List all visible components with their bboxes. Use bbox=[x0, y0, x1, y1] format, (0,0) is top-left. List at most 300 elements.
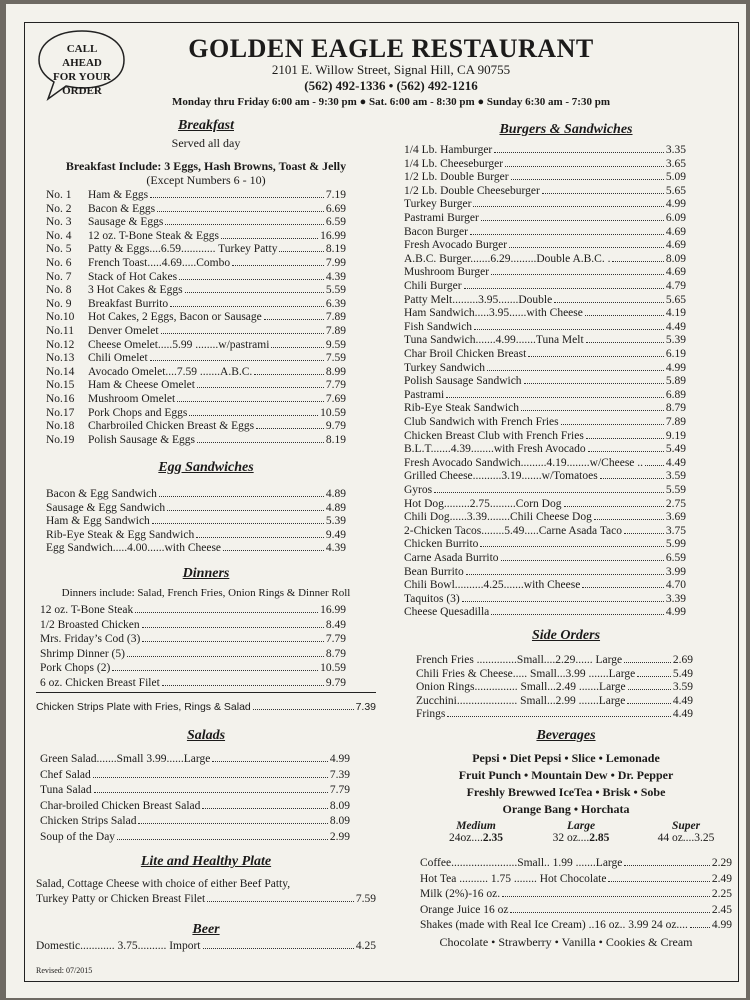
leader-dots bbox=[170, 306, 324, 307]
item-name: Pastrami Burger bbox=[404, 212, 479, 224]
breakfast-item bbox=[46, 339, 346, 352]
item-number: No.17 bbox=[46, 406, 75, 419]
dinner-item bbox=[40, 677, 346, 690]
item-name: Bacon & Egg Sandwich bbox=[46, 488, 157, 500]
item-name: Carne Asada Burrito bbox=[404, 552, 499, 564]
leader-dots bbox=[509, 247, 664, 248]
leader-dots bbox=[521, 410, 664, 411]
leader-dots bbox=[594, 519, 664, 520]
item-name: Hot Cakes, 2 Eggs, Bacon or Sausage bbox=[88, 311, 262, 324]
beverages-heading: Beverages bbox=[536, 728, 596, 743]
breakfast-item bbox=[46, 366, 346, 379]
item-price: 4.49 bbox=[665, 456, 686, 469]
item-name: Stack of Hot Cakes bbox=[88, 270, 178, 283]
item-price: 7.89 bbox=[665, 416, 686, 428]
item-price: 7.79 bbox=[329, 784, 350, 796]
item-price: 4.79 bbox=[665, 280, 686, 292]
burger-item bbox=[404, 334, 686, 347]
burger-item bbox=[404, 171, 686, 184]
leader-dots bbox=[434, 492, 664, 493]
leader-dots bbox=[197, 387, 324, 388]
item-name: Denver Omelet bbox=[88, 325, 159, 337]
burger-item bbox=[404, 348, 686, 361]
item-price: 4.69 bbox=[665, 266, 686, 279]
leader-dots bbox=[624, 533, 664, 534]
item-name: Chili Fries & Cheese..... Small...3.99 .......Large bbox=[416, 667, 636, 680]
item-price: 4.70 bbox=[665, 579, 686, 592]
item-number: No.14 bbox=[46, 365, 75, 378]
side-orders-heading: Side Orders bbox=[531, 628, 601, 643]
leader-dots bbox=[93, 777, 328, 778]
call-ahead-text: CALL AHEAD FOR YOUR ORDER bbox=[53, 43, 111, 97]
item-price: 6.69 bbox=[325, 202, 346, 215]
salad-item bbox=[40, 753, 350, 766]
item-name: Onion Rings............... Small...2.49 .......Large bbox=[416, 681, 626, 694]
egg-sandwich-item bbox=[46, 488, 346, 501]
leader-dots bbox=[585, 315, 664, 316]
item-name: Chicken Strips Salad bbox=[40, 815, 137, 827]
item-name: Breakfast Burrito bbox=[88, 297, 169, 310]
item-name: Coffee.......................Small.. 1.99 .......Large bbox=[420, 857, 623, 869]
leader-dots bbox=[600, 478, 664, 479]
leader-dots bbox=[524, 383, 664, 384]
burger-item bbox=[404, 307, 686, 320]
item-price: 6.59 bbox=[325, 216, 346, 229]
leader-dots bbox=[586, 438, 664, 439]
item-price: 6.89 bbox=[665, 388, 686, 401]
leader-dots bbox=[177, 401, 324, 402]
item-number: No. 2 bbox=[46, 202, 72, 215]
egg-sandwich-item bbox=[46, 542, 346, 555]
leader-dots bbox=[582, 587, 664, 588]
item-name: Tuna Sandwich.......4.99.......Tuna Melt bbox=[404, 334, 584, 347]
item-price: 3.99 bbox=[665, 565, 686, 578]
leader-dots bbox=[645, 465, 664, 466]
item-price: 8.19 bbox=[325, 243, 346, 256]
breakfast-item bbox=[46, 434, 346, 447]
item-price: 5.65 bbox=[665, 293, 686, 306]
item-name: Fresh Avocado Sandwich.........4.19........w/Cheese .. bbox=[404, 456, 644, 469]
burger-item bbox=[404, 198, 686, 211]
leader-dots bbox=[561, 424, 664, 425]
leader-dots bbox=[279, 251, 323, 252]
leader-dots bbox=[588, 451, 664, 452]
leader-dots bbox=[185, 292, 324, 293]
item-name: Charbroiled Chicken Breast & Eggs bbox=[88, 420, 255, 433]
item-name: Char Broil Chicken Breast bbox=[404, 348, 527, 360]
beverage-item bbox=[420, 888, 732, 901]
item-price: 16.99 bbox=[320, 604, 346, 616]
burger-item bbox=[404, 552, 686, 565]
leader-dots bbox=[690, 927, 710, 928]
leader-dots bbox=[564, 506, 664, 507]
item-price: 5.59 bbox=[325, 284, 346, 297]
item-price: 5.09 bbox=[665, 171, 686, 184]
burger-item bbox=[404, 566, 686, 579]
dinners-include: Dinners include: Salad, French Fries, Onion Rings & Dinner Roll bbox=[61, 587, 351, 599]
item-name: Mrs. Friday’s Cod (3) bbox=[40, 633, 141, 645]
burger-item bbox=[404, 593, 686, 606]
burger-item bbox=[404, 185, 686, 198]
chicken-strips-plate: Chicken Strips Plate with Fries, Rings & Salad 7.39 bbox=[36, 701, 376, 713]
phone-numbers: (562) 492-1336 • (562) 492-1216 bbox=[304, 78, 478, 93]
item-price: 2.25 bbox=[711, 888, 732, 900]
burger-item bbox=[404, 144, 686, 157]
item-price: 9.49 bbox=[325, 528, 346, 541]
leader-dots bbox=[474, 329, 664, 330]
item-price: 2.29 bbox=[711, 857, 732, 869]
shake-flavors: Chocolate • Strawberry • Vanilla • Cookies & Cream bbox=[439, 935, 693, 949]
item-price: 6.59 bbox=[665, 552, 686, 564]
breakfast-item bbox=[46, 230, 346, 243]
breakfast-include: Breakfast Include: 3 Eggs, Hash Browns, Toast & Jelly bbox=[65, 159, 347, 173]
item-price: 2.69 bbox=[672, 654, 693, 666]
dinners-heading: Dinners bbox=[182, 566, 230, 581]
breakfast-item bbox=[46, 420, 346, 433]
leader-dots bbox=[196, 537, 324, 538]
item-name: Hot Tea .......... 1.75 ........ Hot Chocolate bbox=[420, 872, 607, 885]
burger-item bbox=[404, 362, 686, 375]
egg-sandwich-item bbox=[46, 515, 346, 528]
item-number: No.16 bbox=[46, 393, 75, 405]
item-price: 8.09 bbox=[329, 799, 350, 812]
leader-dots bbox=[637, 676, 671, 677]
item-price: 3.39 bbox=[665, 592, 686, 605]
item-name: Chef Salad bbox=[40, 768, 91, 781]
item-price: 7.39 bbox=[329, 768, 350, 781]
item-price: 9.79 bbox=[325, 676, 346, 689]
item-name: Gyros bbox=[404, 484, 433, 496]
item-price: 8.79 bbox=[665, 402, 686, 415]
item-number: No.11 bbox=[46, 325, 75, 337]
leader-dots bbox=[511, 179, 664, 180]
leader-dots bbox=[138, 823, 327, 824]
burger-item bbox=[404, 226, 686, 239]
item-name: Polish Sausage & Eggs bbox=[88, 433, 196, 446]
leader-dots bbox=[167, 510, 324, 511]
item-number: No.10 bbox=[46, 311, 75, 324]
item-price: 4.49 bbox=[665, 320, 686, 333]
item-price: 5.99 bbox=[665, 538, 686, 551]
item-name: Pork Chops and Eggs bbox=[88, 406, 188, 419]
item-price: 4.39 bbox=[325, 270, 346, 283]
item-price: 4.99 bbox=[665, 606, 686, 619]
item-number: No.15 bbox=[46, 379, 75, 392]
burgers-heading: Burgers & Sandwiches bbox=[499, 122, 633, 137]
item-name: Taquitos (3) bbox=[404, 592, 460, 605]
burger-item bbox=[404, 416, 686, 429]
leader-dots bbox=[221, 238, 318, 239]
burger-item bbox=[404, 280, 686, 293]
item-name: Bean Burrito bbox=[404, 565, 464, 578]
leader-dots bbox=[608, 881, 709, 882]
item-name: Polish Sausage Sandwich bbox=[404, 375, 522, 388]
beverage-item bbox=[420, 873, 732, 886]
item-price: 5.39 bbox=[325, 515, 346, 528]
leader-dots bbox=[612, 261, 663, 262]
egg-sandwich-item bbox=[46, 502, 346, 515]
beverage-item bbox=[420, 904, 732, 917]
leader-dots bbox=[212, 761, 328, 762]
item-name: Chili Dog......3.39........Chili Cheese Dog bbox=[404, 511, 592, 524]
item-number: No. 5 bbox=[46, 243, 72, 256]
item-name: Chicken Burrito bbox=[404, 538, 479, 551]
item-price: 10.59 bbox=[320, 662, 346, 674]
burger-item bbox=[404, 525, 686, 538]
item-price: 7.79 bbox=[325, 379, 346, 392]
burger-item bbox=[404, 375, 686, 388]
breakfast-item bbox=[46, 284, 346, 297]
item-name: 12 oz. T-Bone Steak & Eggs bbox=[88, 229, 219, 242]
item-name: Green Salad.......Small 3.99......Large bbox=[40, 753, 211, 765]
item-name: Bacon & Eggs bbox=[88, 202, 156, 215]
beverage-item bbox=[420, 857, 732, 870]
item-name: Fish Sandwich bbox=[404, 320, 473, 333]
item-name: Rib-Eye Steak Sandwich bbox=[404, 402, 519, 415]
egg-sandwich-item bbox=[46, 529, 346, 542]
leader-dots bbox=[466, 574, 664, 575]
side-order-item bbox=[416, 668, 693, 681]
item-price: 7.99 bbox=[325, 257, 346, 269]
item-name: 1/4 Lb. Cheeseburger bbox=[404, 157, 504, 170]
restaurant-name: GOLDEN EAGLE RESTAURANT bbox=[188, 34, 594, 63]
item-name: Bacon Burger bbox=[404, 225, 468, 238]
item-price: 4.89 bbox=[325, 501, 346, 514]
item-price: 3.59 bbox=[665, 470, 686, 483]
address: 2101 E. Willow Street, Signal Hill, CA 90755 bbox=[271, 62, 511, 77]
item-name: Char-broiled Chicken Breast Salad bbox=[40, 799, 201, 812]
item-name: Sausage & Egg Sandwich bbox=[46, 501, 166, 514]
leader-dots bbox=[501, 560, 664, 561]
item-price: 4.99 bbox=[711, 919, 732, 931]
item-price: 5.39 bbox=[665, 334, 686, 347]
item-name: Shrimp Dinner (5) bbox=[40, 647, 125, 660]
breakfast-item bbox=[46, 271, 346, 284]
item-price: 8.99 bbox=[325, 365, 346, 378]
item-price: 4.19 bbox=[665, 307, 686, 320]
lite-heading: Lite and Healthy Plate bbox=[140, 854, 272, 869]
leader-dots bbox=[586, 342, 664, 343]
item-price: 8.09 bbox=[329, 815, 350, 827]
item-price: 4.69 bbox=[665, 239, 686, 252]
burger-item bbox=[404, 498, 686, 511]
divider bbox=[36, 692, 376, 693]
item-name: 1/2 Lb. Double Cheeseburger bbox=[404, 184, 540, 197]
leader-dots bbox=[142, 641, 324, 642]
item-price: 7.89 bbox=[325, 325, 346, 337]
item-name: Egg Sandwich.....4.00......with Cheese bbox=[46, 542, 222, 555]
revised-date: Revised: 07/2015 bbox=[36, 966, 93, 975]
leader-dots bbox=[505, 166, 664, 167]
burger-item bbox=[404, 430, 686, 443]
leader-dots bbox=[271, 347, 323, 348]
lite-plate-item: Turkey Patty or Chicken Breast Filet 7.59 bbox=[36, 893, 376, 905]
item-price: 7.79 bbox=[325, 633, 346, 645]
item-name: Ham & Eggs bbox=[88, 189, 149, 201]
item-name: Tuna Salad bbox=[40, 784, 92, 796]
item-number: No. 1 bbox=[46, 189, 72, 201]
salad-item bbox=[40, 800, 350, 813]
leader-dots bbox=[481, 220, 664, 221]
leader-dots bbox=[502, 896, 710, 897]
item-number: No.19 bbox=[46, 433, 75, 446]
item-number: No. 4 bbox=[46, 229, 72, 242]
item-price: 6.39 bbox=[325, 297, 346, 310]
item-price: 4.49 bbox=[672, 694, 693, 707]
salad-item bbox=[40, 815, 350, 828]
side-order-item bbox=[416, 654, 693, 667]
leader-dots bbox=[152, 523, 324, 524]
item-name: Pastrami bbox=[404, 388, 445, 401]
item-name: Hot Dog.........2.75.........Corn Dog bbox=[404, 497, 562, 510]
item-price: 7.69 bbox=[325, 393, 346, 405]
item-name: 1/4 Lb. Hamburger bbox=[404, 144, 493, 156]
leader-dots bbox=[510, 912, 709, 913]
item-name: Chili Omelet bbox=[88, 352, 148, 365]
item-price: 8.09 bbox=[665, 252, 686, 265]
item-price: 2.99 bbox=[329, 830, 350, 843]
breakfast-item bbox=[46, 216, 346, 229]
leader-dots bbox=[197, 442, 324, 443]
beverage-item bbox=[420, 919, 732, 932]
item-price: 4.49 bbox=[672, 708, 693, 721]
item-price: 3.69 bbox=[665, 511, 686, 524]
burger-item bbox=[404, 321, 686, 334]
item-name: Patty & Eggs....6.59............ Turkey Patty bbox=[88, 243, 278, 256]
salad-item bbox=[40, 769, 350, 782]
burger-item bbox=[404, 389, 686, 402]
item-name: Patty Melt.........3.95.......Double bbox=[404, 293, 553, 306]
breakfast-item bbox=[46, 189, 346, 202]
item-name: B.L.T.......4.39........with Fresh Avocado bbox=[404, 443, 586, 456]
dinner-item bbox=[40, 662, 346, 675]
leader-dots bbox=[487, 370, 664, 371]
leader-dots bbox=[494, 152, 664, 153]
breakfast-item bbox=[46, 352, 346, 365]
item-name: Fresh Avocado Burger bbox=[404, 239, 508, 252]
breakfast-heading: Breakfast bbox=[178, 118, 234, 133]
item-name: 6 oz. Chicken Breast Filet bbox=[40, 676, 160, 689]
breakfast-item bbox=[46, 243, 346, 256]
burger-item bbox=[404, 266, 686, 279]
item-name: Cheese Omelet.....5.99 ........w/pastrami bbox=[88, 338, 270, 351]
item-price: 9.79 bbox=[325, 420, 346, 433]
item-price: 5.49 bbox=[672, 667, 693, 680]
burger-item bbox=[404, 443, 686, 456]
item-price: 3.75 bbox=[665, 524, 686, 537]
leader-dots bbox=[162, 685, 324, 686]
leader-dots bbox=[256, 428, 324, 429]
item-name: Rib-Eye Steak & Egg Sandwich bbox=[46, 528, 195, 541]
leader-dots bbox=[480, 546, 663, 547]
breakfast-item bbox=[46, 311, 346, 324]
item-name: Avocado Omelet....7.59 .......A.B.C. bbox=[88, 365, 253, 378]
leader-dots bbox=[161, 333, 324, 334]
side-order-item bbox=[416, 708, 693, 721]
item-name: Sausage & Eggs bbox=[88, 216, 164, 229]
item-price: 8.49 bbox=[325, 618, 346, 631]
leader-dots bbox=[254, 374, 324, 375]
item-price: 4.99 bbox=[665, 198, 686, 211]
item-name: Orange Juice 16 oz bbox=[420, 903, 509, 916]
item-price: 5.49 bbox=[665, 443, 686, 456]
beer-heading: Beer bbox=[192, 922, 220, 937]
item-price: 4.39 bbox=[325, 542, 346, 555]
leader-dots bbox=[542, 193, 664, 194]
leader-dots bbox=[112, 670, 318, 671]
item-price: 4.99 bbox=[329, 753, 350, 765]
beverage-flavors: Pepsi • Diet Pepsi • Slice • Lemonade Fruit Punch • Mountain Dew • Dr. Pepper Freshly Brewwed IceTea • Brisk • Sobe Orange Bang • Horchata bbox=[458, 751, 674, 816]
breakfast-item bbox=[46, 203, 346, 216]
salad-item bbox=[40, 784, 350, 797]
dinner-item bbox=[40, 633, 346, 646]
size-medium: Medium 24oz....2.35 bbox=[449, 820, 503, 844]
burger-item bbox=[404, 511, 686, 524]
leader-dots bbox=[628, 689, 671, 690]
item-price: 9.59 bbox=[325, 338, 346, 351]
item-name: 3 Hot Cakes & Eggs bbox=[88, 284, 183, 297]
item-name: 1/2 Broasted Chicken bbox=[40, 618, 140, 631]
side-order-item bbox=[416, 681, 693, 694]
leader-dots bbox=[627, 703, 671, 704]
item-name: Grilled Cheese..........3.19.......w/Tomatoes bbox=[404, 470, 598, 483]
leader-dots bbox=[491, 274, 664, 275]
item-price: 5.89 bbox=[665, 375, 686, 388]
item-name: Frings bbox=[416, 708, 446, 721]
item-name: Club Sandwich with French Fries bbox=[404, 416, 559, 428]
item-name: Chicken Breast Club with French Fries bbox=[404, 429, 584, 442]
breakfast-item bbox=[46, 325, 346, 338]
size-super: Super 44 oz....3.25 bbox=[657, 820, 715, 844]
item-name: Chili Burger bbox=[404, 280, 462, 292]
item-name: 12 oz. T-Bone Steak bbox=[40, 604, 134, 616]
leader-dots bbox=[135, 612, 318, 613]
leader-dots bbox=[165, 224, 323, 225]
leader-dots bbox=[150, 360, 324, 361]
item-price: 3.59 bbox=[672, 681, 693, 694]
burger-item bbox=[404, 239, 686, 252]
item-price: 4.99 bbox=[665, 361, 686, 374]
item-price: 2.75 bbox=[665, 497, 686, 510]
item-price: 2.49 bbox=[711, 872, 732, 885]
item-price: 7.89 bbox=[325, 311, 346, 324]
salads-heading: Salads bbox=[186, 728, 226, 743]
leader-dots bbox=[554, 302, 664, 303]
menu-page bbox=[6, 4, 746, 998]
leader-dots bbox=[117, 839, 328, 840]
item-number: No. 6 bbox=[46, 257, 72, 269]
burger-item bbox=[404, 457, 686, 470]
leader-dots bbox=[159, 496, 324, 497]
item-name: Shakes (made with Real Ice Cream) ..16 oz.. 3.99 24 oz.... bbox=[420, 919, 688, 931]
item-price: 16.99 bbox=[320, 229, 346, 242]
item-number: No. 9 bbox=[46, 297, 72, 310]
item-name: French Toast.....4.69.....Combo bbox=[88, 257, 231, 269]
breakfast-except: (Except Numbers 6 - 10) bbox=[146, 173, 266, 187]
item-name: 1/2 Lb. Double Burger bbox=[404, 171, 509, 184]
breakfast-item bbox=[46, 407, 346, 420]
side-order-item bbox=[416, 695, 693, 708]
burger-item bbox=[404, 484, 686, 497]
item-name: French Fries ..............Small....2.29...... Large bbox=[416, 654, 623, 666]
item-name: Pork Chops (2) bbox=[40, 662, 111, 674]
item-price: 7.19 bbox=[325, 189, 346, 201]
leader-dots bbox=[462, 601, 664, 602]
egg-sandwiches-heading: Egg Sandwiches bbox=[158, 460, 254, 475]
item-price: 8.79 bbox=[325, 647, 346, 660]
item-name: Turkey Burger bbox=[404, 198, 472, 211]
item-price: 4.89 bbox=[325, 488, 346, 500]
